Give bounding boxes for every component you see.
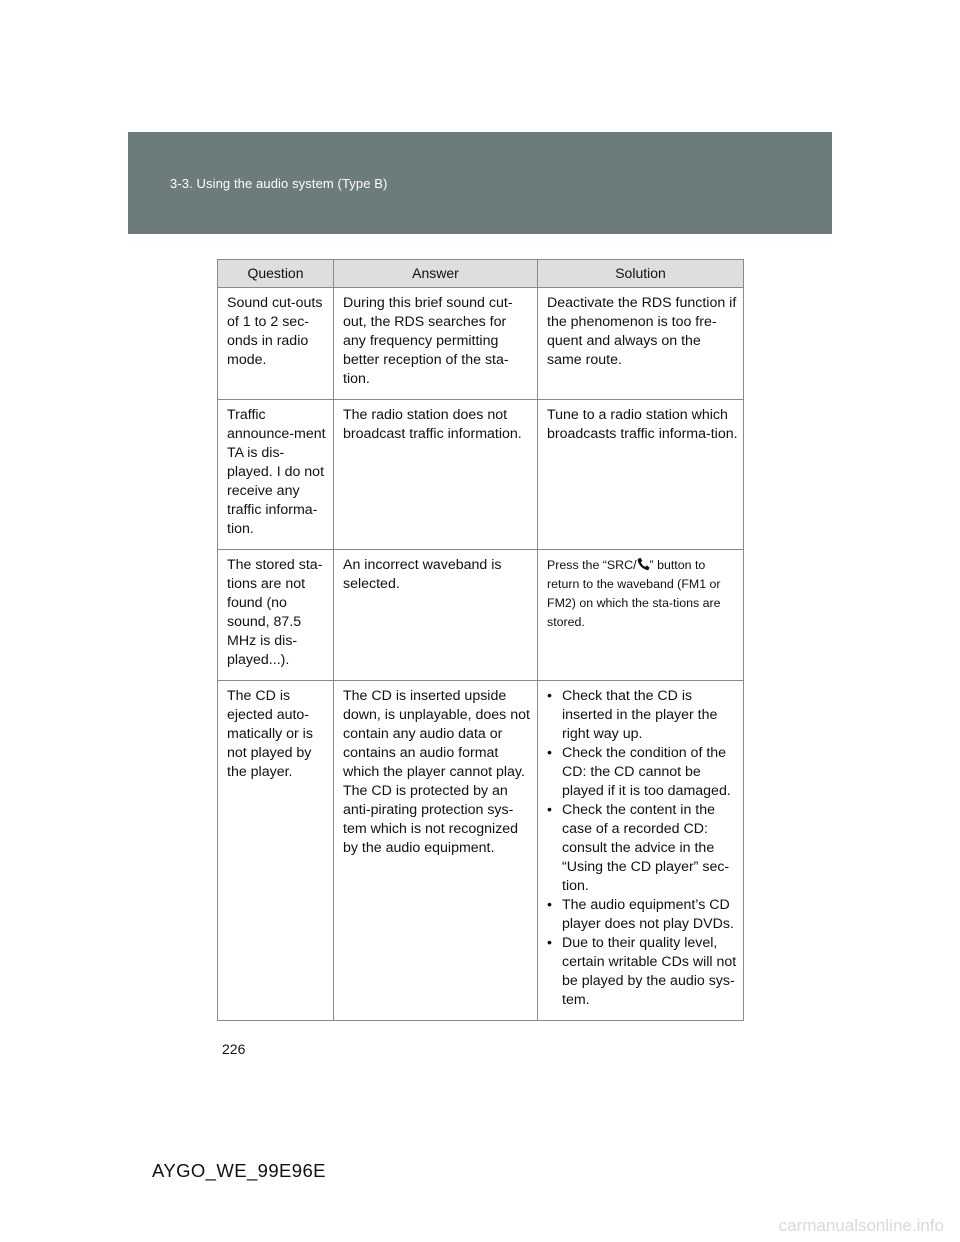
solution-bullet: • Check the content in the case of a recorded CD: consult the advice in the “Using the CD player” sec-tion.: [547, 801, 738, 896]
answer-cell: During this brief sound cut-out, the RDS searches for any frequency permitting better reception of the sta-tion.: [334, 288, 538, 400]
solution-text-before-icon: Press the “SRC/: [547, 558, 637, 572]
answer-cell: The CD is inserted upside down, is unplayable, does not contain any audio data or contains an audio format which the player cannot play. The CD is protected by an anti-pirating protection sys-tem which is not recognized by the audio equipment.: [334, 681, 538, 1021]
troubleshooting-table: [217, 259, 744, 1021]
solution-bullet-list: [547, 687, 738, 1010]
document-code: AYGO_WE_99E96E: [152, 1160, 326, 1181]
solution-cell: Tune to a radio station which broadcasts traffic informa-tion.: [538, 400, 744, 550]
phone-icon: [637, 557, 650, 571]
solution-bullet: • Check that the CD is inserted in the player the right way up.: [547, 687, 738, 744]
answer-cell: An incorrect waveband is selected.: [334, 550, 538, 681]
table-row: [218, 288, 744, 400]
question-cell: The stored sta-tions are not found (no sound, 87.5 MHz is dis-played...).: [218, 550, 334, 681]
column-header-question: Question: [218, 260, 334, 288]
solution-text-after-icon: ” button to return to the waveband (FM1 or FM2) on which the sta-tions are stored.: [547, 558, 721, 629]
solution-bullet: • Check the condition of the CD: the CD cannot be played if it is too damaged.: [547, 744, 738, 801]
watermark: carmanualsonline.info: [778, 1216, 944, 1235]
section-title: 3-3. Using the audio system (Type B): [170, 176, 388, 191]
table-row: [218, 400, 744, 550]
column-header-solution: Solution: [538, 260, 744, 288]
page-number: 226: [222, 1041, 246, 1057]
solution-cell: [538, 681, 744, 1021]
question-cell: Traffic announce-ment TA is dis-played. I do not receive any traffic informa-tion.: [218, 400, 334, 550]
question-cell: Sound cut-outs of 1 to 2 sec-onds in radio mode.: [218, 288, 334, 400]
column-header-answer: Answer: [334, 260, 538, 288]
solution-bullet: • The audio equipment’s CD player does not play DVDs.: [547, 896, 738, 934]
table-row: [218, 681, 744, 1021]
table-header-row: [218, 260, 744, 288]
table-row: [218, 550, 744, 681]
solution-cell: [538, 550, 744, 681]
answer-cell: The radio station does not broadcast traffic information.: [334, 400, 538, 550]
question-cell: The CD is ejected auto-matically or is not played by the player.: [218, 681, 334, 1021]
solution-bullet: • Due to their quality level, certain writable CDs will not be played by the audio sys-tem.: [547, 934, 738, 1010]
solution-cell: Deactivate the RDS function if the phenomenon is too fre-quent and always on the same route.: [538, 288, 744, 400]
section-header-band: [128, 132, 832, 234]
